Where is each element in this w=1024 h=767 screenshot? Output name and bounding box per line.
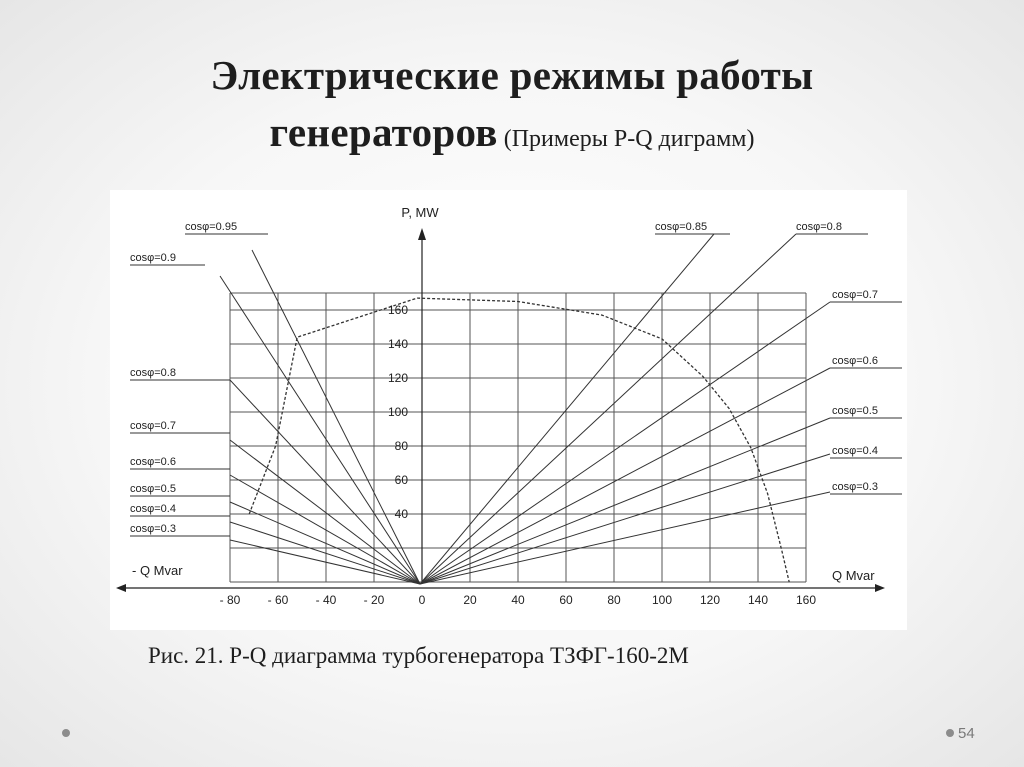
- q-axis-arrow-right: [875, 584, 885, 592]
- x-axis-label-left: - Q Mvar: [132, 563, 183, 578]
- pf-label-lagging-2: cosφ=0.7: [832, 289, 878, 301]
- x-tick-label-8: 80: [607, 593, 621, 607]
- pf-line-lagging-6: [420, 492, 830, 584]
- x-tick-label-4: 0: [418, 593, 426, 607]
- pf-line-leading-4: [230, 475, 420, 584]
- pf-label-lagging-0: cosφ=0.85: [655, 221, 708, 233]
- x-tick-label-1: - 60: [267, 593, 289, 607]
- y-tick-label-5: 140: [387, 337, 408, 351]
- y-tick-label-2: 80: [394, 439, 408, 453]
- y-tick-label-1: 60: [394, 473, 408, 487]
- pf-label-leading-1: cosφ=0.9: [130, 252, 176, 264]
- pf-label-leading-0: cosφ=0.95: [185, 221, 238, 233]
- x-tick-label-9: 100: [651, 593, 673, 607]
- x-tick-label-3: - 20: [363, 593, 385, 607]
- pf-label-lagging-6: cosφ=0.3: [832, 481, 878, 493]
- pf-label-leading-4: cosφ=0.6: [130, 456, 176, 468]
- x-axis-label-right: Q Mvar: [832, 568, 875, 583]
- pf-line-lagging-5: [420, 454, 830, 584]
- y-tick-label-6: 160: [387, 303, 408, 317]
- x-tick-label-12: 160: [795, 593, 817, 607]
- power-factor-lines: [130, 234, 902, 584]
- pq-diagram-chart: [110, 190, 907, 630]
- y-tick-label-0: 40: [394, 507, 408, 521]
- x-tick-label-10: 120: [699, 593, 721, 607]
- x-tick-label-0: - 80: [219, 593, 241, 607]
- pf-label-leading-2: cosφ=0.8: [130, 367, 176, 379]
- capability-curve: [249, 298, 789, 582]
- slide-title-subtitle: (Примеры P-Q диграмм): [497, 126, 755, 152]
- slide-bullet-dot-left: [62, 729, 70, 737]
- page-number: 54: [958, 725, 975, 742]
- slide-title-main: генераторов: [269, 109, 498, 155]
- pf-line-lagging-0: [420, 234, 714, 584]
- x-tick-label-6: 40: [511, 593, 525, 607]
- y-tick-label-4: 120: [387, 371, 408, 385]
- y-tick-label-3: 100: [387, 405, 408, 419]
- pf-line-lagging-3: [420, 368, 830, 584]
- pf-label-lagging-1: cosφ=0.8: [796, 221, 842, 233]
- pf-label-lagging-3: cosφ=0.6: [832, 355, 878, 367]
- slide-bullet-dot-right: [946, 729, 954, 737]
- slide-title-line2: [0, 109, 1024, 155]
- pq-diagram-figure: [110, 190, 907, 630]
- q-axis-arrow-left: [116, 584, 126, 592]
- pf-label-leading-6: cosφ=0.4: [130, 503, 176, 515]
- x-tick-label-5: 20: [463, 593, 477, 607]
- pf-line-leading-1: [220, 276, 420, 584]
- chart-grid: [230, 293, 806, 582]
- x-tick-label-7: 60: [559, 593, 573, 607]
- pf-label-leading-7: cosφ=0.3: [130, 523, 176, 535]
- pf-label-lagging-4: cosφ=0.5: [832, 405, 878, 417]
- chart-axes: [116, 228, 885, 592]
- x-tick-label-11: 140: [747, 593, 769, 607]
- chart-labels: [130, 205, 878, 607]
- capability-curve-group: [249, 298, 789, 582]
- pf-label-leading-5: cosφ=0.5: [130, 483, 176, 495]
- pf-label-leading-3: cosφ=0.7: [130, 420, 176, 432]
- pf-label-lagging-5: cosφ=0.4: [832, 445, 878, 457]
- x-tick-label-2: - 40: [315, 593, 337, 607]
- p-axis-arrow: [418, 228, 426, 240]
- pf-line-lagging-1: [420, 234, 796, 584]
- figure-caption: Рис. 21. P-Q диаграмма турбогенератора ТЗФГ-160-2М: [148, 643, 689, 668]
- slide-title-line1: Электрические режимы работы: [210, 52, 814, 98]
- y-axis-label: P, MW: [401, 205, 439, 220]
